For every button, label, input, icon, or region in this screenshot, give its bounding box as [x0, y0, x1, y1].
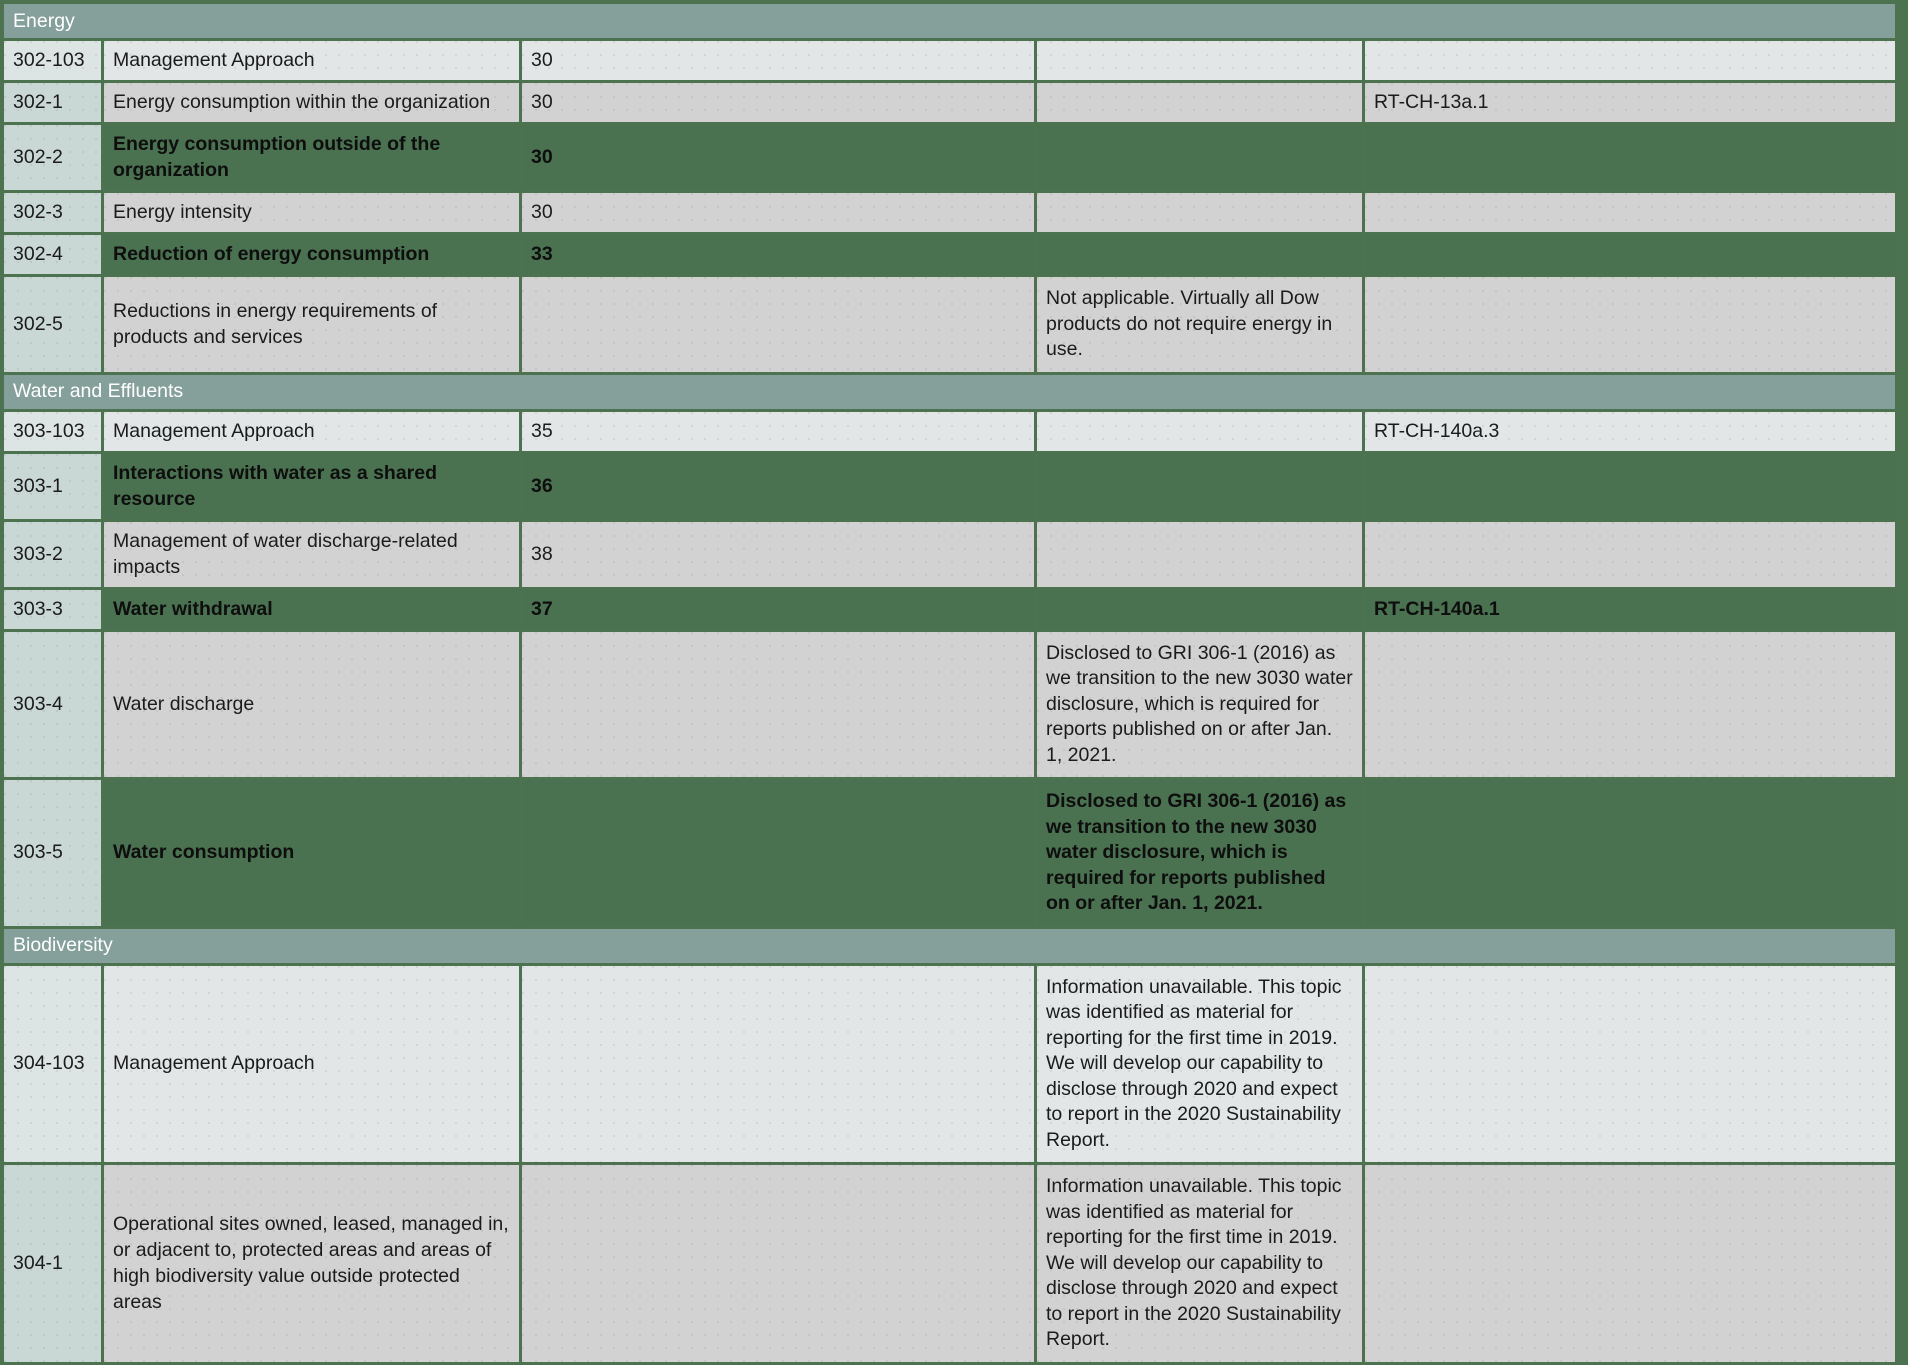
cell-disclosure-title-text: Reduction of energy consumption: [113, 243, 430, 265]
cell-sasb-code: [1365, 412, 1895, 451]
cell-disclosure-id-text: 302-1: [13, 91, 63, 113]
cell-page-reference-text: 36: [531, 474, 553, 497]
cell-disclosure-id-text: 304-1: [13, 1251, 63, 1274]
cell-sasb-code: [1365, 780, 1895, 926]
cell-page-reference: [522, 590, 1034, 629]
cell-sasb-code: [1365, 632, 1895, 778]
cell-page-reference: [522, 780, 1034, 926]
cell-disclosure-title-text: Management Approach: [113, 1052, 315, 1075]
cell-disclosure-id-text: 302-4: [13, 243, 63, 265]
cell-notes: [1037, 83, 1362, 122]
cell-notes-text: Not applicable. Virtually all Dow products do not require energy in use.: [1046, 287, 1333, 360]
cell-disclosure-id: [4, 522, 101, 587]
table-row: [4, 780, 1895, 926]
cell-disclosure-id: [4, 966, 101, 1163]
cell-disclosure-title: [104, 522, 519, 587]
cell-disclosure-title-text: Management Approach: [113, 49, 315, 71]
cell-disclosure-id-text: 302-5: [13, 312, 63, 335]
table-row: [4, 632, 1895, 778]
cell-page-reference: [522, 454, 1034, 519]
cell-page-reference: [522, 277, 1034, 372]
cell-page-reference: [522, 412, 1034, 451]
cell-page-reference-text: 35: [531, 419, 553, 442]
cell-disclosure-id: [4, 193, 101, 232]
cell-notes-text: Disclosed to GRI 306-1 (2016) as we transition to the new 3030 water disclosure, which is required for reports published on or after Jan. 1, 2021.: [1046, 641, 1353, 766]
cell-notes: [1037, 125, 1362, 190]
cell-page-reference: [522, 41, 1034, 80]
cell-disclosure-id-text: 303-2: [13, 542, 63, 565]
cell-disclosure-id-text: 303-3: [13, 597, 63, 620]
table-row: [4, 1165, 1895, 1362]
cell-disclosure-id: [4, 1165, 101, 1362]
cell-sasb-code-text: RT-CH-140a.3: [1374, 419, 1500, 442]
cell-sasb-code: [1365, 83, 1895, 122]
cell-disclosure-id: [4, 235, 101, 274]
cell-page-reference-text: 37: [531, 597, 553, 620]
cell-page-reference: [522, 193, 1034, 232]
cell-notes: [1037, 590, 1362, 629]
table-row: [4, 590, 1895, 629]
cell-page-reference: [522, 632, 1034, 778]
cell-notes: [1037, 235, 1362, 274]
cell-notes: [1037, 966, 1362, 1163]
cell-page-reference-text: 30: [531, 91, 553, 113]
cell-page-reference-text: 38: [531, 542, 553, 565]
cell-page-reference-text: 30: [531, 146, 553, 168]
cell-sasb-code: [1365, 125, 1895, 190]
cell-sasb-code: [1365, 522, 1895, 587]
cell-disclosure-id: [4, 125, 101, 190]
cell-page-reference-text: 33: [531, 243, 553, 265]
cell-disclosure-title-text: Management of water discharge-related impacts: [113, 529, 458, 578]
table-row: [4, 83, 1895, 122]
section-header-row: [4, 4, 1895, 38]
cell-disclosure-id-text: 302-2: [13, 146, 63, 168]
cell-page-reference-text: 30: [531, 49, 553, 71]
cell-disclosure-title-text: Energy intensity: [113, 201, 252, 223]
cell-notes-text: Disclosed to GRI 306-1 (2016) as we transition to the new 3030 water disclosure, which is required for reports published on or after Jan. 1, 2021.: [1046, 790, 1347, 914]
cell-disclosure-title: [104, 83, 519, 122]
cell-disclosure-title-text: Reductions in energy requirements of products and services: [113, 299, 438, 348]
cell-disclosure-id-text: 304-103: [13, 1052, 85, 1075]
cell-disclosure-id: [4, 41, 101, 80]
cell-disclosure-title-text: Interactions with water as a shared resource: [113, 461, 438, 510]
cell-page-reference: [522, 522, 1034, 587]
cell-disclosure-title: [104, 632, 519, 778]
cell-notes: [1037, 454, 1362, 519]
cell-page-reference: [522, 125, 1034, 190]
section-header-row: [4, 929, 1895, 963]
cell-disclosure-title-text: Energy consumption within the organization: [113, 91, 491, 113]
gri-content-index-table: [4, 4, 1895, 1365]
table-row: [4, 412, 1895, 451]
cell-notes: [1037, 522, 1362, 587]
cell-disclosure-title: [104, 966, 519, 1163]
cell-disclosure-id: [4, 590, 101, 629]
cell-sasb-code: [1365, 1165, 1895, 1362]
table-row: [4, 193, 1895, 232]
cell-sasb-code: [1365, 277, 1895, 372]
cell-disclosure-id-text: 303-1: [13, 474, 63, 497]
cell-disclosure-title-text: Water consumption: [113, 841, 295, 864]
cell-disclosure-id-text: 303-4: [13, 692, 63, 715]
cell-disclosure-title-text: Energy consumption outside of the organization: [113, 133, 441, 181]
cell-disclosure-title: [104, 1165, 519, 1362]
cell-sasb-code-text: RT-CH-13a.1: [1374, 91, 1489, 113]
cell-notes: [1037, 780, 1362, 926]
cell-disclosure-id: [4, 454, 101, 519]
cell-disclosure-title: [104, 125, 519, 190]
cell-notes: [1037, 412, 1362, 451]
cell-notes: [1037, 41, 1362, 80]
section-title-2: Water and Effluents: [4, 375, 1895, 409]
cell-sasb-code: [1365, 235, 1895, 274]
cell-sasb-code: [1365, 590, 1895, 629]
cell-page-reference: [522, 83, 1034, 122]
table-row: [4, 125, 1895, 190]
cell-notes: [1037, 632, 1362, 778]
cell-notes-text: Information unavailable. This topic was identified as material for reporting for the first time in 2019. We will develop our capability to disclose through 2020 and expect to report in the 2020 Sustainability Report.: [1046, 1175, 1342, 1350]
cell-disclosure-title: [104, 235, 519, 274]
cell-disclosure-title: [104, 412, 519, 451]
cell-disclosure-id-text: 302-3: [13, 201, 63, 223]
cell-disclosure-title-text: Water withdrawal: [113, 597, 273, 620]
table-row: [4, 966, 1895, 1163]
cell-page-reference-text: 30: [531, 201, 553, 223]
section-title-3: Biodiversity: [4, 929, 1895, 963]
cell-disclosure-title: [104, 277, 519, 372]
cell-disclosure-id-text: 302-103: [13, 49, 85, 71]
cell-page-reference: [522, 1165, 1034, 1362]
cell-disclosure-title: [104, 590, 519, 629]
cell-page-reference: [522, 966, 1034, 1163]
table-row: [4, 277, 1895, 372]
table-row: [4, 454, 1895, 519]
table-row: [4, 41, 1895, 80]
cell-sasb-code: [1365, 193, 1895, 232]
cell-notes: [1037, 277, 1362, 372]
cell-disclosure-id: [4, 632, 101, 778]
cell-sasb-code-text: RT-CH-140a.1: [1374, 597, 1500, 620]
cell-disclosure-id: [4, 780, 101, 926]
cell-disclosure-title-text: Management Approach: [113, 419, 315, 442]
cell-disclosure-id: [4, 277, 101, 372]
cell-disclosure-title: [104, 41, 519, 80]
cell-disclosure-title-text: Water discharge: [113, 692, 255, 715]
cell-disclosure-title: [104, 454, 519, 519]
cell-disclosure-id-text: 303-103: [13, 419, 85, 442]
cell-sasb-code: [1365, 966, 1895, 1163]
cell-notes: [1037, 193, 1362, 232]
cell-disclosure-id-text: 303-5: [13, 841, 63, 864]
cell-disclosure-title-text: Operational sites owned, leased, managed in, or adjacent to, protected areas and areas of high biodiversity value outside protected areas: [113, 1212, 509, 1313]
cell-sasb-code: [1365, 454, 1895, 519]
cell-disclosure-title: [104, 193, 519, 232]
cell-sasb-code: [1365, 41, 1895, 80]
cell-disclosure-id: [4, 412, 101, 451]
cell-disclosure-title: [104, 780, 519, 926]
cell-disclosure-id: [4, 83, 101, 122]
cell-notes-text: Information unavailable. This topic was identified as material for reporting for the first time in 2019. We will develop our capability to disclose through 2020 and expect to report in the 2020 Sustainability Report.: [1046, 975, 1342, 1151]
table-row: [4, 522, 1895, 587]
section-header-row: [4, 375, 1895, 409]
section-title-1: Energy: [4, 4, 1895, 38]
table-row: [4, 235, 1895, 274]
cell-page-reference: [522, 235, 1034, 274]
cell-notes: [1037, 1165, 1362, 1362]
